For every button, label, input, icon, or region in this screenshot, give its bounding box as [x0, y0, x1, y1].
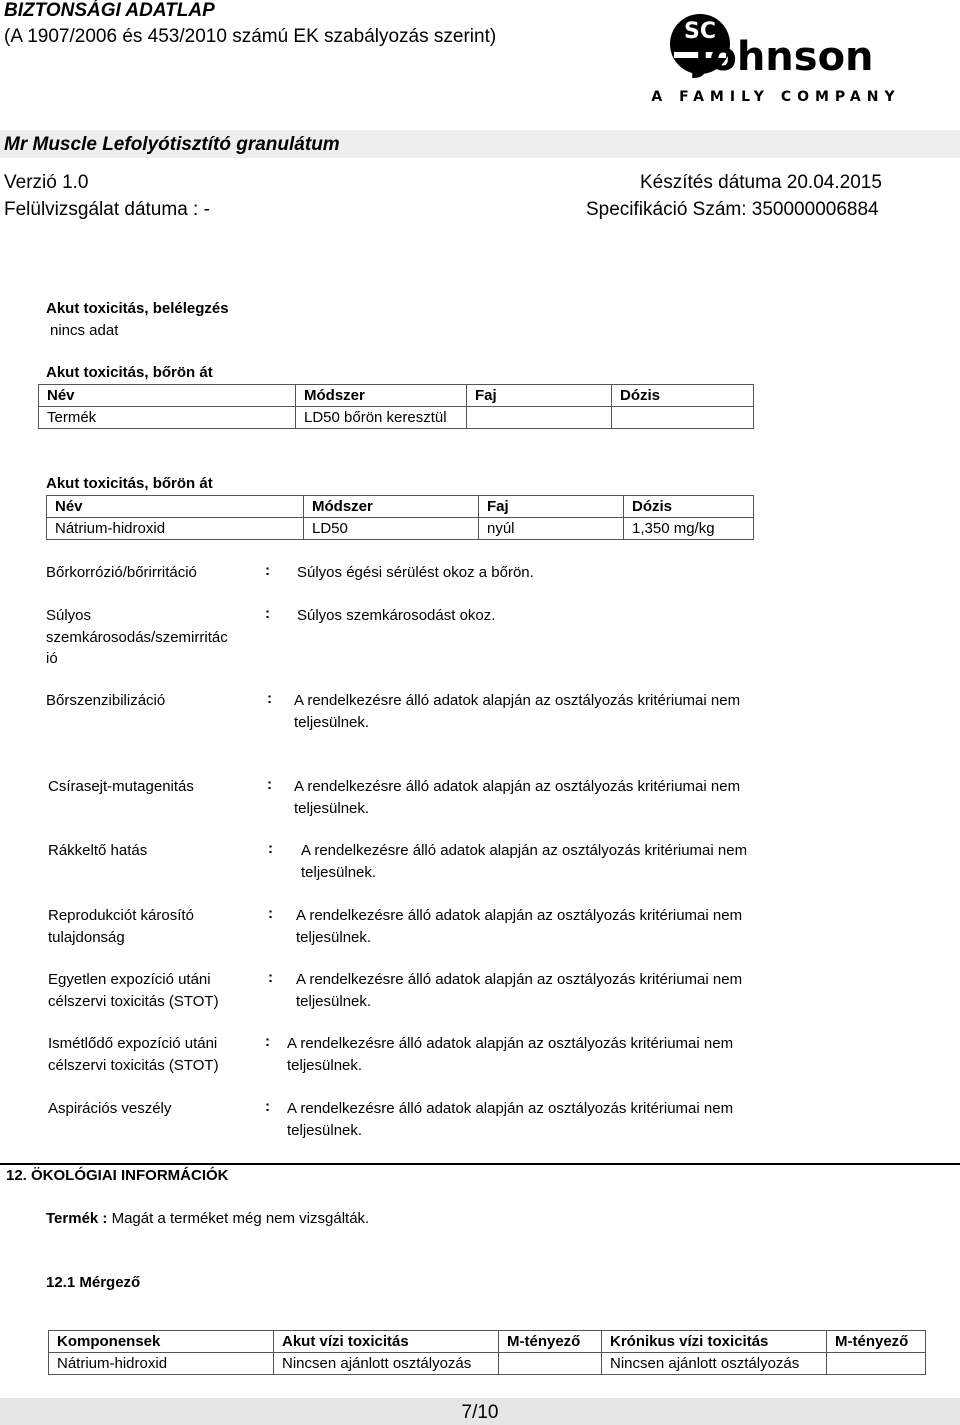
value-line: A rendelkezésre álló adatok alapján az osztályozás kritériumai nem	[296, 971, 743, 988]
dermal-product-heading: Akut toxicitás, bőrön át	[46, 364, 213, 381]
property-value	[296, 969, 742, 1012]
value-line: A rendelkezésre álló adatok alapján az osztályozás kritériumai nem	[287, 1035, 734, 1052]
property-label	[48, 969, 219, 1012]
header-cell-method: Módszer	[304, 496, 479, 518]
label-line: szemkárosodás/szemirritác	[46, 628, 228, 646]
property-label: Rákkeltő hatás	[48, 842, 148, 859]
table-header-row	[47, 496, 754, 518]
header-cell-components: Komponensek	[49, 1331, 274, 1353]
table-row	[39, 407, 754, 429]
property-colon: :	[265, 1098, 270, 1115]
table-cell: LD50	[304, 518, 479, 540]
table-cell: LD50 bőrön keresztül	[296, 407, 467, 429]
eco-toxicity-table	[48, 1330, 926, 1375]
header-cell-acute: Akut vízi toxicitás	[274, 1331, 499, 1353]
prepared-date: Készítés dátuma 20.04.2015	[640, 172, 882, 193]
inhalation-value: nincs adat	[50, 322, 119, 339]
logo-tagline: A FAMILY COMPANY	[651, 89, 901, 105]
value-line: teljesülnek.	[294, 713, 370, 731]
label-line: célszervi toxicitás (STOT)	[48, 992, 219, 1010]
table-cell: Termék	[39, 407, 296, 429]
property-colon: :	[268, 905, 273, 922]
property-colon: :	[267, 690, 272, 707]
header-cell-m-factor: M-tényező	[499, 1331, 602, 1353]
value-line: teljesülnek.	[287, 1121, 363, 1139]
sc-johnson-logo-graphic	[651, 8, 901, 108]
logo-brand-text: Johnson	[694, 34, 874, 80]
table-cell: Nátrium-hidroxid	[47, 518, 304, 540]
table-cell	[467, 407, 612, 429]
spec-number: Specifikáció Szám: 350000006884	[586, 199, 879, 220]
value-line: A rendelkezésre álló adatok alapján az osztályozás kritériumai nem	[294, 778, 741, 795]
dermal-substance-heading: Akut toxicitás, bőrön át	[46, 475, 213, 492]
property-label	[46, 605, 228, 670]
property-colon: :	[265, 1033, 270, 1050]
table-cell: nyúl	[479, 518, 624, 540]
table-row	[47, 518, 754, 540]
table-cell	[612, 407, 754, 429]
page-number: 7/10	[461, 1402, 499, 1423]
property-value: Súlyos égési sérülést okoz a bőrön.	[297, 564, 534, 581]
property-label	[48, 905, 194, 948]
value-line: teljesülnek.	[294, 799, 370, 817]
product-name: Mr Muscle Lefolyótisztító granulátum	[4, 134, 340, 155]
table-cell: Nincsen ajánlott osztályozás	[274, 1353, 499, 1375]
property-colon: :	[265, 562, 270, 579]
header-cell-chronic: Krónikus vízi toxicitás	[602, 1331, 827, 1353]
revision-date: Felülvizsgálat dátuma : -	[4, 199, 210, 220]
header-cell-name: Név	[47, 496, 304, 518]
property-label	[48, 1033, 219, 1076]
header-cell-method: Módszer	[296, 385, 467, 407]
value-line: A rendelkezésre álló adatok alapján az osztályozás kritériumai nem	[296, 907, 743, 924]
property-colon: :	[268, 969, 273, 986]
value-line: A rendelkezésre álló adatok alapján az osztályozás kritériumai nem	[294, 692, 741, 709]
version-text: Verzió 1.0	[4, 172, 89, 193]
label-line: Ismétlődő expozíció utáni	[48, 1035, 218, 1052]
property-value: Súlyos szemkárosodást okoz.	[297, 607, 496, 624]
table-cell	[827, 1353, 926, 1375]
table-header-row	[39, 385, 754, 407]
property-label: Aspirációs veszély	[48, 1100, 172, 1117]
document-title: BIZTONSÁGI ADATLAP	[4, 0, 215, 21]
logo-mark-text: SC	[684, 19, 716, 44]
dermal-product-table	[38, 384, 754, 429]
property-colon: :	[267, 776, 272, 793]
property-value	[301, 840, 747, 883]
property-label: Bőrkorrózió/bőrirritáció	[46, 564, 197, 581]
property-value	[287, 1098, 733, 1141]
label-line: Súlyos	[46, 607, 92, 624]
table-cell: Nincsen ajánlott osztályozás	[602, 1353, 827, 1375]
section-12-title: 12. ÖKOLÓGIAI INFORMÁCIÓK	[6, 1167, 229, 1184]
dermal-substance-table	[46, 495, 754, 540]
product-text: Magát a terméket még nem vizsgálták.	[111, 1210, 370, 1227]
property-label: Bőrszenzibilizáció	[46, 692, 166, 709]
value-line: teljesülnek.	[296, 928, 372, 946]
label-line: Reprodukciót károsító	[48, 907, 194, 924]
table-header-row	[49, 1331, 926, 1353]
header-cell-species: Faj	[479, 496, 624, 518]
product-label: Termék :	[46, 1210, 108, 1227]
table-cell	[499, 1353, 602, 1375]
value-line: teljesülnek.	[287, 1056, 363, 1074]
table-cell: Nátrium-hidroxid	[49, 1353, 274, 1375]
value-line: A rendelkezésre álló adatok alapján az osztályozás kritériumai nem	[301, 842, 748, 859]
label-line: tulajdonság	[48, 928, 125, 946]
label-line: célszervi toxicitás (STOT)	[48, 1056, 219, 1074]
header-cell-dose: Dózis	[612, 385, 754, 407]
value-line: teljesülnek.	[301, 863, 377, 881]
header-cell-dose: Dózis	[624, 496, 754, 518]
inhalation-heading: Akut toxicitás, belélegzés	[46, 300, 229, 317]
property-colon: :	[268, 840, 273, 857]
property-value	[294, 776, 740, 819]
property-value	[287, 1033, 733, 1076]
section-divider	[0, 1163, 960, 1165]
document-subtitle: (A 1907/2006 és 453/2010 számú EK szabályozás szerint)	[4, 26, 497, 47]
header-cell-species: Faj	[467, 385, 612, 407]
table-row	[49, 1353, 926, 1375]
section-12-1-title: 12.1 Mérgező	[46, 1274, 141, 1291]
label-line: ió	[46, 650, 58, 667]
section-12-product-line	[46, 1210, 369, 1227]
label-line: Egyetlen expozíció utáni	[48, 971, 211, 988]
value-line: teljesülnek.	[296, 992, 372, 1010]
property-value	[294, 690, 740, 733]
value-line: A rendelkezésre álló adatok alapján az osztályozás kritériumai nem	[287, 1100, 734, 1117]
property-label: Csírasejt-mutagenitás	[48, 778, 194, 795]
header-cell-m-factor: M-tényező	[827, 1331, 926, 1353]
header-cell-name: Név	[39, 385, 296, 407]
company-logo	[651, 8, 901, 108]
property-colon: :	[265, 605, 270, 622]
property-value	[296, 905, 742, 948]
table-cell: 1,350 mg/kg	[624, 518, 754, 540]
